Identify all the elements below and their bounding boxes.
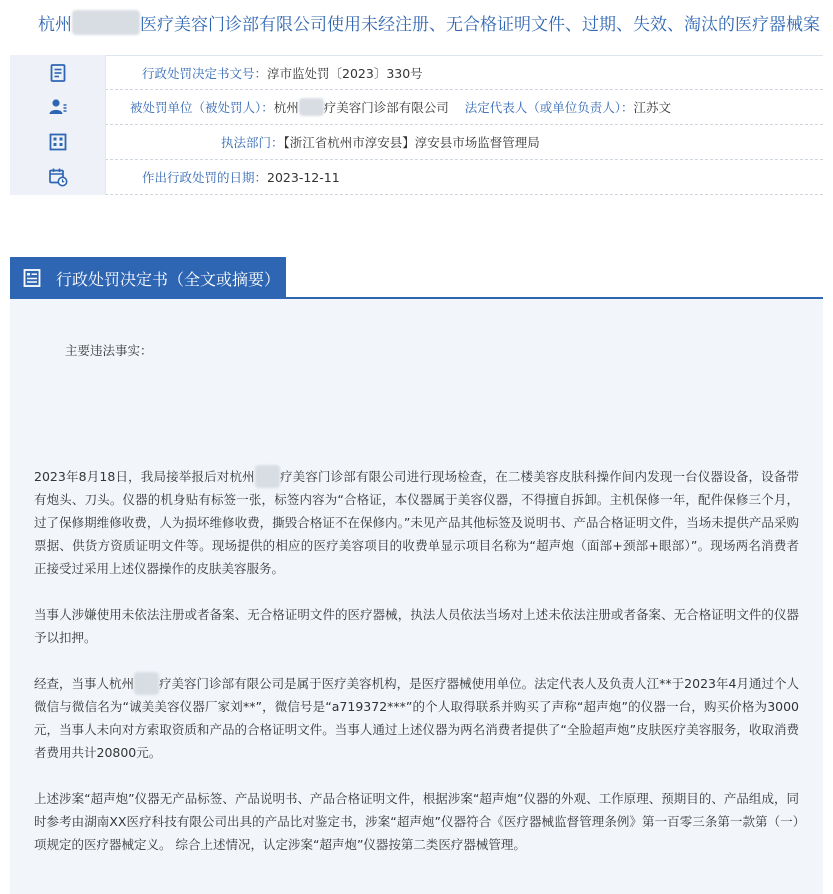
rep-value: 江苏文: [633, 100, 671, 115]
icon-cell: [10, 55, 106, 90]
paragraph-1: [34, 465, 799, 580]
paragraph-3: [34, 672, 799, 764]
redacted-block: [72, 10, 140, 35]
building-icon: [48, 132, 68, 152]
paragraph-2: 当事人涉嫌使用未依法注册或者备案、无合格证明文件的医疗器械，执法人员依法当场对上述未依法注册或者备案、无合格证明文件的仪器予以扣押。: [34, 607, 799, 645]
date-value: 2023-12-11: [267, 170, 340, 185]
tab-decision[interactable]: [10, 257, 286, 299]
party-prefix: 杭州: [273, 100, 299, 115]
info-table: [10, 55, 823, 195]
title-suffix: 医疗美容门诊部有限公司使用未经注册、无合格证明文件、过期、失效、淘汰的医疗器械案: [140, 15, 820, 35]
person-icon: [48, 97, 68, 117]
party-suffix: 疗美容门诊部有限公司: [323, 100, 449, 115]
paragraph-4: 上述涉案“超声炮”仪器无产品标签、产品说明书、产品合格证明文件，根据涉案“超声炮”仪器的外观、工作原理、预期目的、产品组成，同时参考由湖南XX医疗科技有限公司出具的产品比对鉴定书，涉案“超声炮”仪器符合《医疗器械监督管理条例》第一百零三条第一款第（一）项规定的医疗器械定义。 综合上述情况，认定涉案“超声炮”仪器按第二类医疗器械管理。: [34, 791, 799, 852]
icon-cell: [10, 90, 106, 125]
party-label: 被处罚单位（被处罚人）：: [130, 100, 274, 115]
info-row-dept: [10, 125, 823, 160]
redacted-block: [255, 465, 280, 488]
section-header: [10, 257, 823, 299]
date-text: [106, 168, 340, 186]
info-row-date: [10, 160, 823, 195]
rep-label: 法定代表人（或单位负责人）：: [464, 100, 634, 115]
p3-part-b: 疗美容门诊部有限公司是属于医疗美容机构，是医疗器械使用单位。法定代表人及负责人江**于2023年4月通过个人微信与微信名为“诚美美容仪器厂家刘**”，微信号是“a719372***”的个人取得联系并购买了声称“超声炮”的仪器一台，购买价格为3000元，当事人未向对方索取资质和产品的合格证明文件。当事人通过上述仪器为两名消费者提供了“全脸超声炮”皮肤医疗美容服务，收取消费者费用共计20800元。: [34, 676, 799, 760]
info-row-party: [10, 90, 823, 125]
icon-cell: [10, 160, 106, 195]
p3-part-a: 经查，当事人杭州: [34, 676, 135, 691]
tab-decision-label: 行政处罚决定书（全文或摘要）: [56, 269, 281, 289]
date-label: 作出行政处罚的日期：: [142, 170, 268, 185]
redacted-block: [299, 98, 324, 116]
page-title: [38, 10, 828, 35]
doc-no-label: 行政处罚决定书文号：: [142, 65, 268, 81]
document-list-icon: [22, 268, 42, 288]
p1-part-a: 2023年8月18日，我局接举报后对杭州: [34, 469, 255, 484]
doc-no-text: [106, 64, 423, 82]
document-icon: [48, 63, 68, 83]
lead-heading: 主要违法事实：: [65, 343, 153, 358]
decision-content: [10, 299, 823, 894]
dept-label: 执法部门：: [221, 135, 284, 150]
p1-part-b: 疗美容门诊部有限公司进行现场检查，在二楼美容皮肤科操作间内发现一台仪器设备，设备带有炮头、刀头。仪器的机身贴有标签一张，标签内容为“合格证，本仪器属于美容仪器，不得擅自拆卸。主机保修一年，配件保修三个月，过了保修期维修收费，人为损坏维修收费，撕毁合格证不在保修内。”未见产品其他标签及说明书、产品合格证明文件，当场未提供产品采购票据、供货方资质证明文件等。现场提供的相应的医疗美容项目的收费单显示项目名称为“超声炮（面部+颈部+眼部）”。现场两名消费者正接受过采用上述仪器操作的皮肤美容服务。: [34, 469, 799, 576]
calendar-clock-icon: [48, 167, 68, 187]
dept-value: 【浙江省杭州市淳安县】淳安县市场监督管理局: [283, 135, 540, 150]
dept-text: [106, 133, 540, 151]
doc-no-value: 淳市监处罚〔2023〕330号: [267, 65, 423, 81]
redacted-block: [134, 672, 159, 695]
info-row-doc-no: [10, 55, 823, 90]
title-prefix: 杭州: [38, 15, 72, 35]
party-text: [106, 98, 671, 116]
icon-cell: [10, 125, 106, 160]
